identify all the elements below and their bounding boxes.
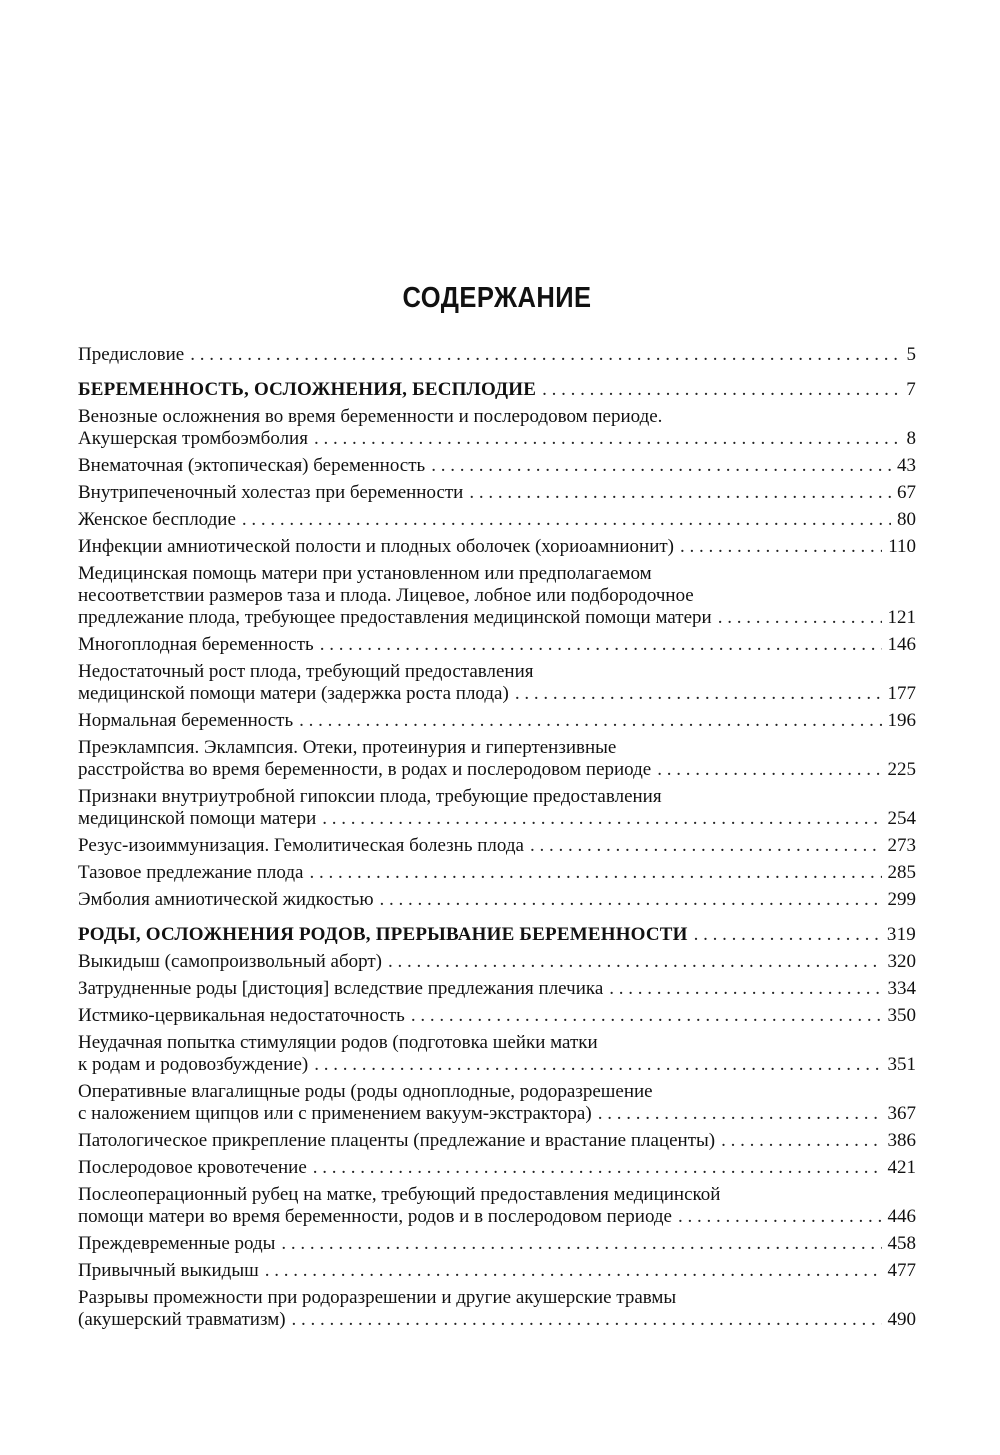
toc-entry-title-line: Признаки внутриутробной гипоксии плода, требующие предоставления [78,786,662,807]
toc-entry-title-line: РОДЫ, ОСЛОЖНЕНИЯ РОДОВ, ПРЕРЫВАНИЕ БЕРЕМЕННОСТИ [78,924,688,945]
toc-entry-title-line: Недостаточный рост плода, требующий предоставления [78,661,534,682]
toc-entry[interactable] [78,509,916,531]
toc-entry[interactable] [78,1184,916,1228]
toc-entry-title-line: Оперативные влагалищные роды (роды однoплодные, родоразрешение [78,1081,653,1102]
dot-leader [609,978,881,1000]
toc-entry-last-line [78,1233,916,1255]
toc-entry-last-line [78,1206,916,1228]
toc-entry-title-line: Нормальная беременность [78,710,294,731]
toc-entry-last-line [78,509,916,531]
toc-page-number: 350 [887,1005,916,1026]
toc-page-number: 351 [887,1054,916,1075]
toc-entry[interactable] [78,737,916,781]
toc-entry-title-line: Патологическое прикрепление плаценты (предлежание и врастание плаценты) [78,1130,716,1151]
toc-entry-last-line [78,835,916,857]
toc-entry[interactable] [78,661,916,705]
toc-entry[interactable] [78,835,916,857]
dot-leader [314,428,901,450]
toc-page-number: 80 [897,509,916,530]
dot-leader [530,835,882,857]
toc-entry-last-line [78,808,916,830]
toc-entry-last-line [78,482,916,504]
toc-entry[interactable] [78,1260,916,1282]
toc-entry[interactable] [78,406,916,450]
toc-entry[interactable] [78,1287,916,1331]
toc-entry-last-line [78,634,916,656]
toc-section-heading[interactable] [78,379,916,401]
toc-page-number: 8 [906,428,916,449]
toc-entry-last-line [78,759,916,781]
toc-entry-title-line: Привычный выкидыш [78,1260,259,1281]
toc-page-number: 121 [887,607,916,628]
toc-section-heading[interactable] [78,924,916,946]
dot-leader [542,379,900,401]
toc-entry-title-line: Выкидыш (самопроизвольный аборт) [78,951,383,972]
toc-entry-title-line: Послеродовое кровотечение [78,1157,307,1178]
dot-leader [313,1157,882,1179]
toc-entry-last-line [78,455,916,477]
toc-entry-last-line [78,1005,916,1027]
toc-entry[interactable] [78,1081,916,1125]
toc-entry[interactable] [78,482,916,504]
toc-entry-last-line [78,1260,916,1282]
toc-page-number: 196 [887,710,916,731]
dot-leader [411,1005,882,1027]
dot-leader [721,1130,881,1152]
toc-page-number: 421 [887,1157,916,1178]
toc-page-number: 5 [906,344,916,365]
toc-entry-title-line: Разрывы промежности при родоразрешении и другие акушерские травмы [78,1287,677,1308]
toc-page-number: 386 [887,1130,916,1151]
dot-leader [657,759,881,781]
dot-leader [694,924,881,946]
toc-entry-title-line: Многоплодная беременность [78,634,314,655]
toc-entry[interactable] [78,978,916,1000]
toc-entry-last-line [78,1309,916,1331]
toc-entry-title-line: БЕРЕМЕННОСТЬ, ОСЛОЖНЕНИЯ, БЕСПЛОДИЕ [78,379,537,400]
toc-entry[interactable] [78,455,916,477]
toc-entry-title-line: Акушерская тромбоэмболия [78,428,308,449]
toc-entry-title-line: Неудачная попытка стимуляции родов (подготовка шейки матки [78,1032,598,1053]
dot-leader [190,344,900,366]
dot-leader [515,683,882,705]
toc-entry-title-line: Тазовое предлежание плода [78,862,304,883]
toc-entry-last-line [78,924,916,946]
dot-leader [281,1233,881,1255]
toc-entry-title-line: Женское бесплодие [78,509,236,530]
toc-entry-last-line [78,1130,916,1152]
toc-entry-title-line: Затрудненные роды [дистоция] вследствие предлежания плечика [78,978,604,999]
toc-entry-title-line: расстройства во время беременности, в родах и послеродовом периоде [78,759,652,780]
toc-entry[interactable] [78,634,916,656]
dot-leader [598,1103,882,1125]
dot-leader [431,455,891,477]
toc-entry-title-line: (акушерский травматизм) [78,1309,286,1330]
toc-page-number: 285 [887,862,916,883]
toc-entry[interactable] [78,889,916,911]
dot-leader [265,1260,882,1282]
toc-entry-title-line: несоответствии размеров таза и плода. Лицевое, лобное или подбородочное [78,585,694,606]
toc-entry-last-line [78,978,916,1000]
dot-leader [678,1206,882,1228]
toc-page-number: 367 [887,1103,916,1124]
toc-entry-last-line [78,683,916,705]
toc-entry-last-line [78,710,916,732]
toc-entry[interactable] [78,1005,916,1027]
toc-page-number: 146 [887,634,916,655]
toc-entry[interactable] [78,1233,916,1255]
toc-entry-title-line: Истмико-цервикальная недостаточность [78,1005,405,1026]
toc-entry[interactable] [78,536,916,558]
toc-entry[interactable] [78,563,916,629]
toc-page-number: 477 [887,1260,916,1281]
toc-entry-title-line: Внутрипеченочный холестаз при беременности [78,482,464,503]
toc-entry-title-line: Послеоперационный рубец на матке, требующий предоставления медицинской [78,1184,721,1205]
dot-leader [242,509,891,531]
toc-page-number: 299 [887,889,916,910]
toc-entry-title-line: Преждевременные роды [78,1233,276,1254]
toc-entry-title-line: предлежание плода, требующее предоставления медицинской помощи матери [78,607,712,628]
dot-leader [718,607,882,629]
toc-entry-title-line: Инфекции амниотической полости и плодных оболочек (хориоамнионит) [78,536,675,557]
dot-leader [299,710,881,732]
toc-entry-title-line: медицинской помощи матери (задержка роста плода) [78,683,509,704]
toc-entry-title-line: медицинской помощи матери [78,808,317,829]
toc-page-number: 43 [897,455,916,476]
toc-entry-title-line: Преэклампсия. Эклампсия. Отеки, протеинурия и гипертензивные [78,737,617,758]
toc-page-number: 446 [887,1206,916,1227]
toc-entry-last-line [78,344,916,366]
toc-page-number: 320 [887,951,916,972]
toc-entry-title-line: Предисловие [78,344,185,365]
toc-page-number: 334 [887,978,916,999]
toc-entry-title-line: Эмболия амниотической жидкостью [78,889,374,910]
dot-leader [469,482,891,504]
toc-entry-title-line: с наложением щипцов или с применением вакуум-экстрактора) [78,1103,592,1124]
toc-entry-title-line: помощи матери во время беременности, родов и в послеродовом периоде [78,1206,672,1227]
toc-entry-title-line: Медицинская помощь матери при установленном или предполагаемом [78,563,652,584]
toc-entry-title-line: Венозные осложнения во время беременности и послеродовом периоде. [78,406,663,427]
toc-entry-last-line [78,1103,916,1125]
toc-entry-last-line [78,1054,916,1076]
toc-entry-title-line: Внематочная (эктопическая) беременность [78,455,426,476]
toc-entry[interactable] [78,862,916,884]
toc-entry[interactable] [78,1157,916,1179]
toc-page-number: 7 [906,379,916,400]
toc-entry-last-line [78,951,916,973]
dot-leader [320,634,882,656]
toc-page-number: 273 [887,835,916,856]
toc-page-number: 110 [888,536,916,557]
toc-entry[interactable] [78,710,916,732]
toc-entry-title-line: Резус-изоиммунизация. Гемолитическая болезнь плода [78,835,524,856]
toc-entry[interactable] [78,1032,916,1076]
toc-entry[interactable] [78,1130,916,1152]
toc-entry-last-line [78,1157,916,1179]
toc-page-number: 254 [887,808,916,829]
toc-page-number: 458 [887,1233,916,1254]
toc-entry-last-line [78,889,916,911]
toc-page-number: 319 [886,924,916,945]
toc-entry-last-line [78,428,916,450]
toc-page-number: 67 [897,482,916,503]
page-title: СОДЕРЖАНИЕ [402,282,592,314]
toc-entry[interactable] [78,786,916,830]
toc-entry[interactable] [78,951,916,973]
dot-leader [322,808,881,830]
toc-entry-last-line [78,536,916,558]
toc-page-number: 177 [887,683,916,704]
toc-page-number: 490 [887,1309,916,1330]
dot-leader [680,536,882,558]
dot-leader [292,1309,882,1331]
table-of-contents [78,344,916,1336]
dot-leader [380,889,882,911]
toc-entry-title-line: к родам и родовозбуждение) [78,1054,309,1075]
toc-page-number: 225 [887,759,916,780]
dot-leader [314,1054,881,1076]
dot-leader [388,951,881,973]
toc-entry-last-line [78,862,916,884]
dot-leader [309,862,881,884]
toc-entry[interactable] [78,344,916,366]
toc-entry-last-line [78,607,916,629]
toc-entry-last-line [78,379,916,401]
